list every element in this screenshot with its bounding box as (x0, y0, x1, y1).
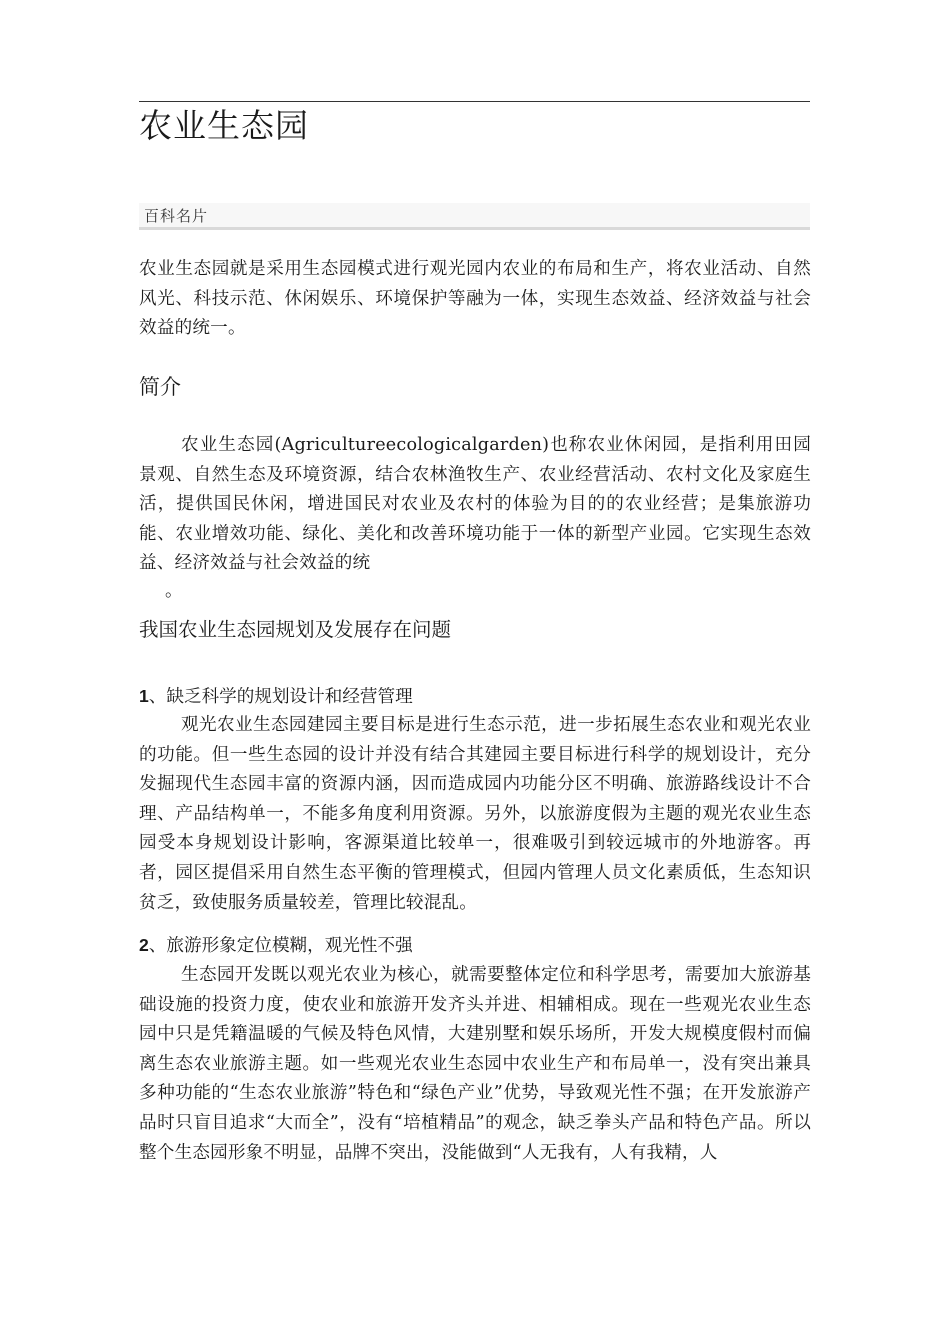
intro-trailing-mark: 。 (165, 581, 183, 601)
problem-1-title: 、缺乏科学的规划设计和经营管理 (148, 687, 413, 707)
problem-2-paragraph: 生态园开发既以观光农业为核心，就需要整体定位和科学思考，需要加大旅游基础设施的投资力度，使农业和旅游开发齐头并进、相辅相成。现在一些观光农业生态园中只是凭籍温暖的气候及特色风情，大建别墅和娱乐场所，开发大规模度假村而偏离生态农业旅游主题。如一些观光农业生态园中农业生产和布局单一，没有突出兼具多种功能的“生态农业旅游”特色和“绿色产业”优势，导致观光性不强；在开发旅游产品时只盲目追求“大而全”，没有“培植精品”的观念，缺乏拳头产品和特色产品。所以整个生态园形象不明显，品牌不突出，没能做到“人无我有，人有我精，人 (139, 965, 811, 1163)
intro-heading: 简介 (139, 375, 181, 399)
card-header (139, 203, 810, 230)
page-title: 农业生态园 (139, 106, 309, 145)
problem-1-paragraph: 观光农业生态园建园主要目标是进行生态示范，进一步拓展生态农业和观光农业的功能。但一些生态园的设计并没有结合其建园主要目标进行科学的规划设计，充分发掘现代生态园丰富的资源内涵，因而造成园内功能分区不明确、旅游路线设计不合理、产品结构单一，不能多角度利用资源。另外，以旅游度假为主题的观光农业生态园受本身规划设计影响，客源渠道比较单一，很难吸引到较远城市的外地游客。再者，园区提倡采用自然生态平衡的管理模式，但园内管理人员文化素质低，生态知识贫乏，致使服务质量较差，管理比较混乱。 (139, 715, 811, 913)
problem-2-title: 、旅游形象定位模糊，观光性不强 (148, 936, 413, 956)
card-label: 百科名片 (144, 207, 209, 225)
title-divider (139, 101, 810, 102)
problem-1-heading (139, 683, 413, 710)
problems-heading: 我国农业生态园规划及发展存在问题 (139, 618, 452, 641)
summary-paragraph: 农业生态园就是采用生态园模式进行观光园内农业的布局和生产，将农业活动、自然风光、科技示范、休闲娱乐、环境保护等融为一体，实现生态效益、经济效益与社会效益的统一。 (139, 259, 811, 339)
problem-1-number: 1 (139, 686, 149, 706)
problem-2-heading (139, 932, 413, 959)
intro-paragraph: 农业生态园(Agricultureecologicalgarden)也称农业休闲园，是指利用田园景观、自然生态及环境资源，结合农林渔牧生产、农业经营活动、农村文化及家庭生活，提供国民休闲，增进国民对农业及农村的体验为目的的农业经营；是集旅游功能、农业增效功能、绿化、美化和改善环境功能于一体的新型产业园。它实现生态效益、经济效益与社会效益的统 (139, 435, 811, 574)
problem-2-number: 2 (139, 935, 149, 955)
